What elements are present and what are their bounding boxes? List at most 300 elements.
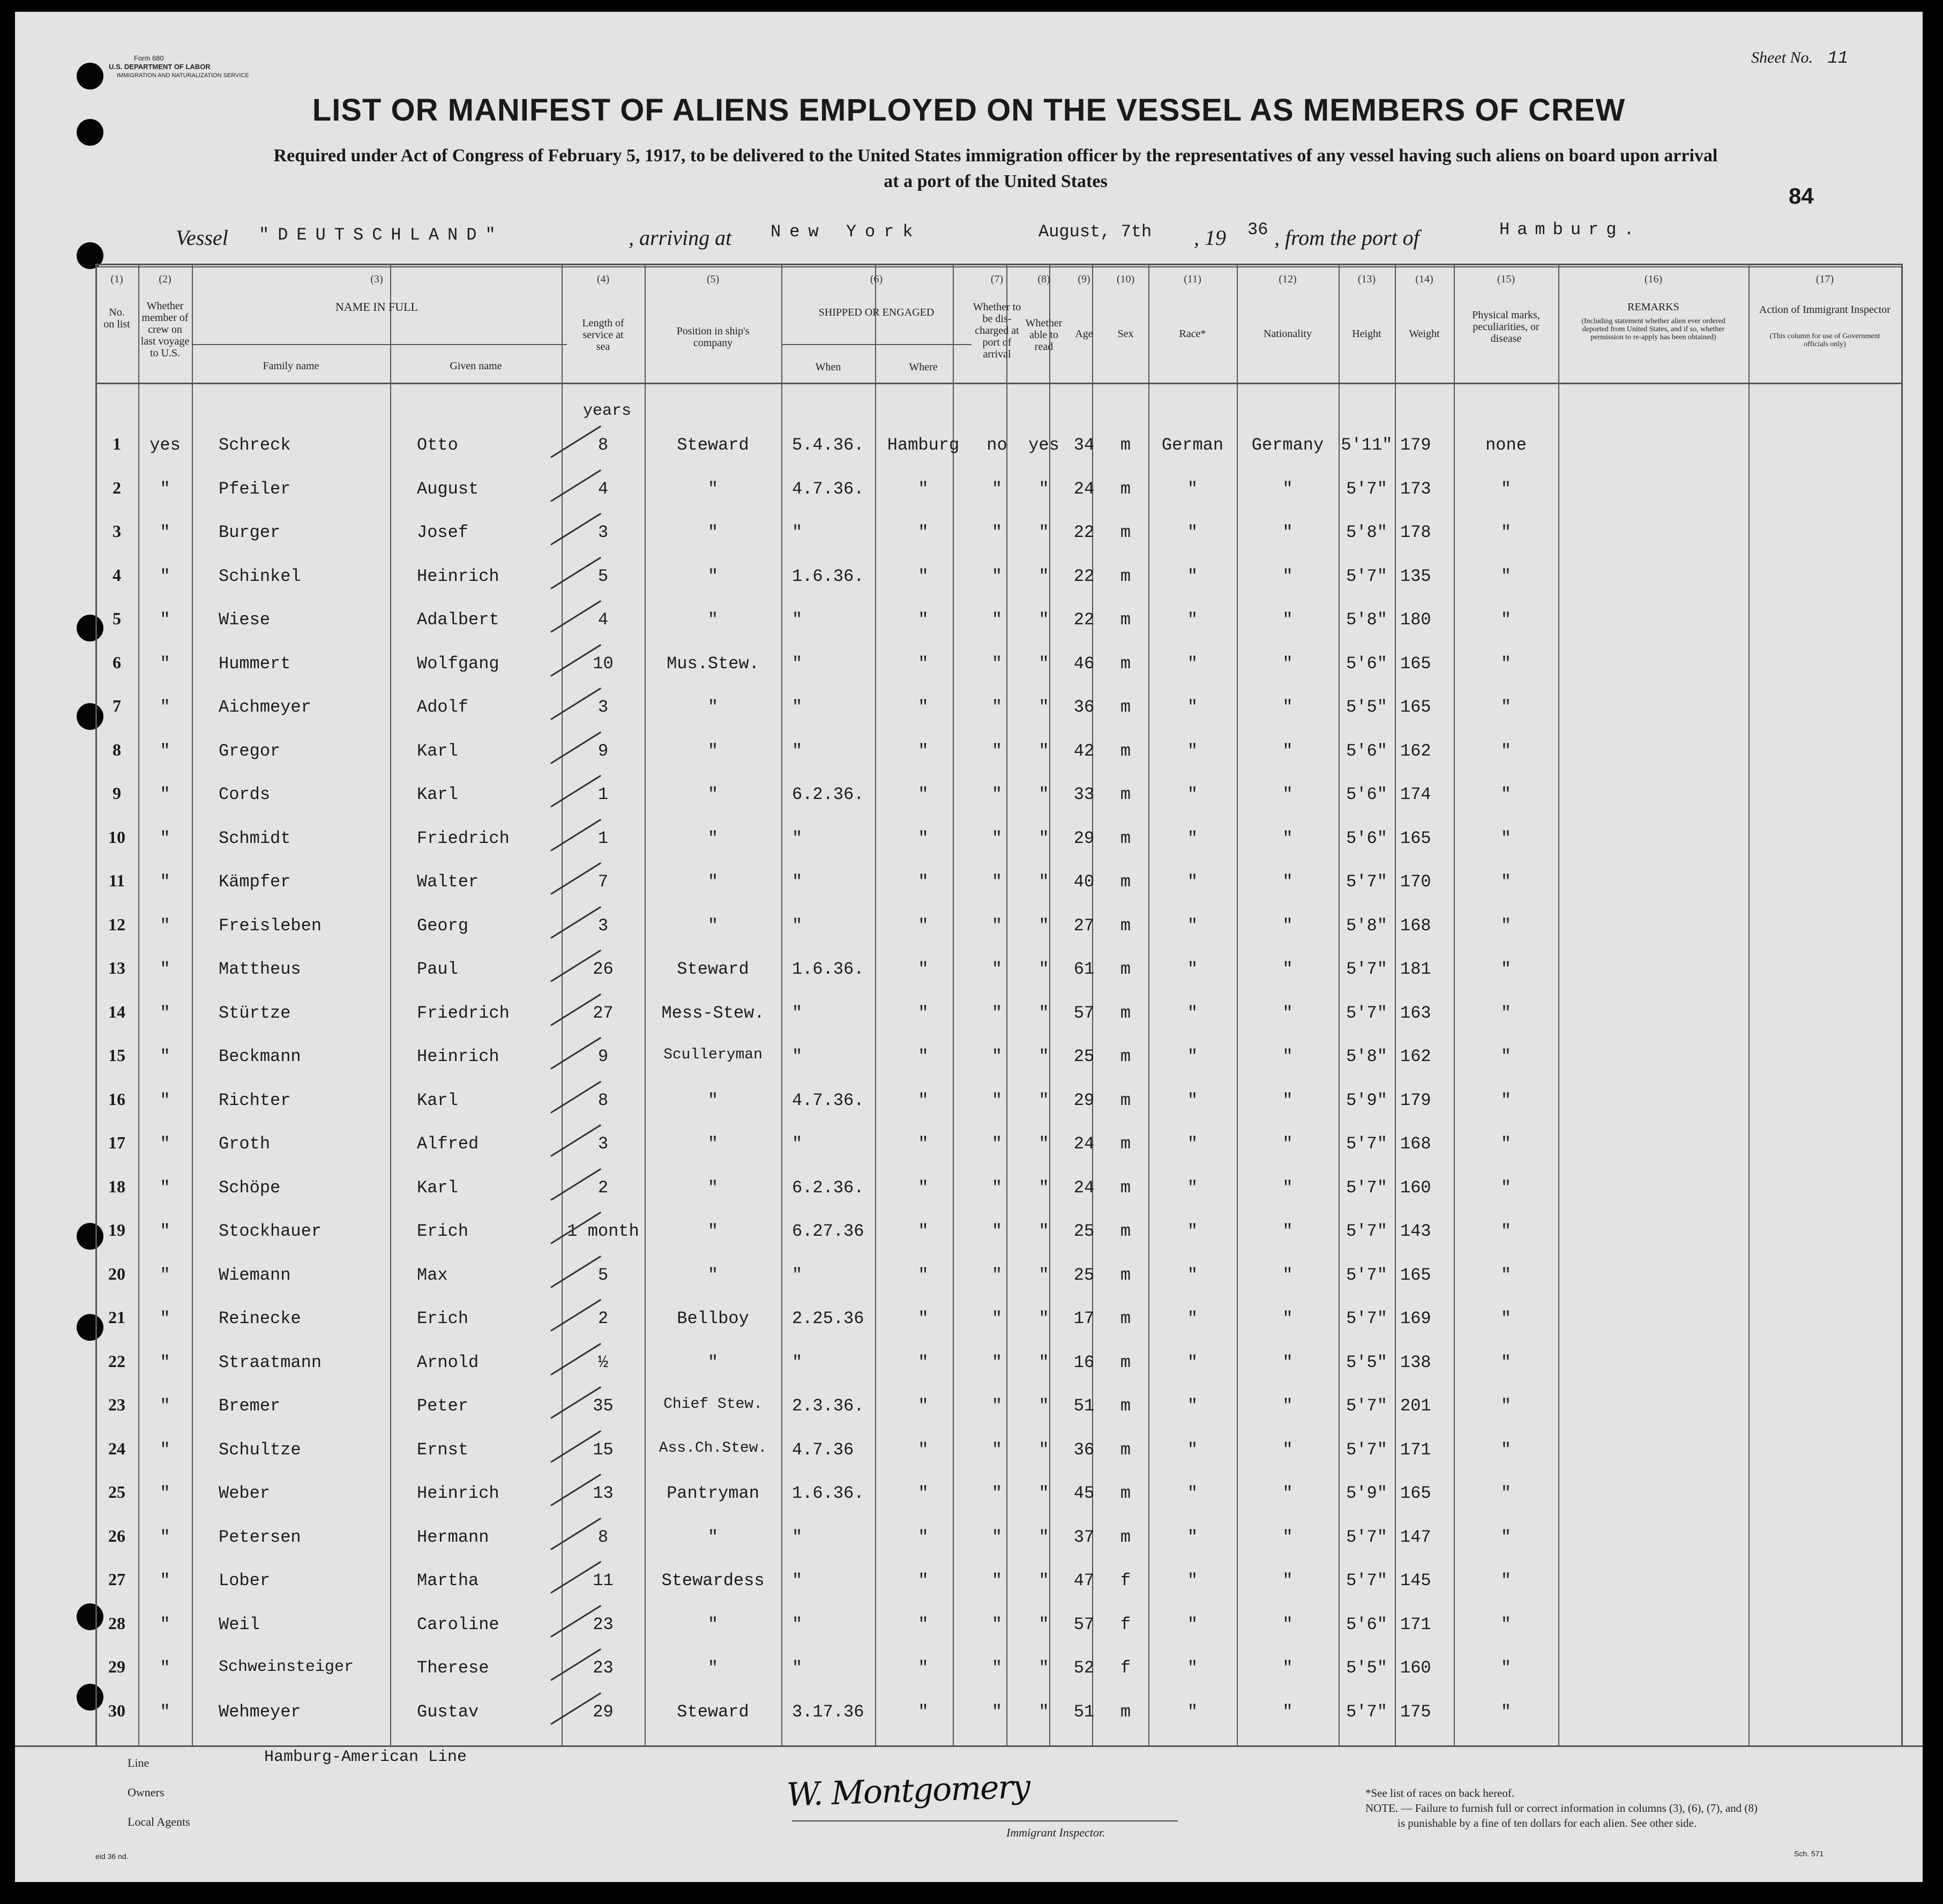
cell-when: " (792, 872, 803, 892)
cell-height: 5'9" (1346, 1483, 1387, 1503)
cell-height: 5'5" (1346, 1658, 1387, 1678)
cell-when: " (792, 1527, 803, 1547)
cell-sex: m (1120, 653, 1131, 674)
cell-read: " (1038, 1134, 1049, 1154)
cell-age: 37 (1073, 1527, 1095, 1547)
cell-family: Pfeiler (219, 479, 291, 499)
cell-weight: 143 (1400, 1221, 1431, 1241)
cell-family: Burger (219, 522, 281, 542)
cell-nat: " (1282, 1047, 1293, 1066)
cell-prev: " (160, 1265, 170, 1285)
cell-when: 6.27.36 (792, 1221, 864, 1241)
cell-service: 9 (597, 1047, 609, 1066)
cell-prev: " (160, 915, 170, 936)
crew-table (15, 264, 1923, 1753)
cell-service: 5 (597, 566, 609, 586)
cell-age: 16 (1073, 1352, 1095, 1372)
cell-when: " (792, 1614, 803, 1634)
cell-nat: " (1282, 522, 1293, 542)
cell-read: " (1038, 1309, 1049, 1328)
cell-race: " (1187, 741, 1198, 761)
cell-weight: 174 (1400, 785, 1431, 804)
cell-sex: m (1120, 522, 1131, 542)
cell-family: Lober (219, 1571, 271, 1591)
sheet-value: 11 (1827, 48, 1848, 68)
cell-service: ½ (597, 1352, 609, 1372)
cell-family: Freisleben (219, 915, 322, 936)
cell-prev: " (160, 785, 170, 804)
cell-disch: no (987, 435, 1007, 455)
col-header-remarks-note: (Including statement whether alien ever ordered deported from United States, and if so, whether permission to re-apply has been obtained) (1581, 317, 1725, 341)
column-number: (14) (1415, 273, 1433, 285)
cell-service: 8 (597, 435, 609, 455)
cell-race: " (1187, 1483, 1198, 1503)
cell-race: " (1187, 785, 1198, 804)
cell-where: " (918, 1483, 929, 1503)
cell-disch: " (991, 1309, 1003, 1328)
owners-label: Owners (128, 1786, 165, 1799)
cell-prev: " (160, 1571, 170, 1591)
cell-race: " (1187, 697, 1198, 717)
col-header-position: Position in ship's company (676, 325, 750, 349)
cell-when: 1.6.36. (792, 1483, 864, 1503)
cell-weight: 171 (1400, 1439, 1431, 1460)
row-number: 14 (108, 1002, 125, 1021)
cell-given: Josef (417, 522, 469, 542)
cell-age: 25 (1073, 1047, 1095, 1066)
cell-nat: " (1282, 1527, 1293, 1547)
voyage-line (176, 220, 1890, 257)
cell-where: " (918, 1003, 929, 1023)
cell-read: " (1038, 741, 1049, 761)
cell-position: Stewardess (661, 1571, 765, 1591)
cell-given: Heinrich (417, 1483, 499, 1503)
cell-when: 4.7.36 (792, 1439, 854, 1460)
table-top-rule (95, 264, 1901, 265)
cell-service: 23 (593, 1614, 614, 1634)
column-number: (8) (1037, 273, 1050, 285)
cell-service: 4 (597, 479, 609, 499)
cell-race: " (1187, 522, 1198, 542)
column-number: (4) (596, 273, 610, 285)
cell-given: Therese (417, 1658, 489, 1678)
subtitle-line-2: at a port of the United States (884, 171, 1108, 191)
row-number: 18 (108, 1176, 125, 1196)
cell-weight: 171 (1400, 1614, 1431, 1634)
cell-phys: " (1500, 828, 1512, 848)
cell-weight: 175 (1400, 1701, 1431, 1722)
cell-read: " (1038, 1614, 1049, 1634)
cell-age: 51 (1073, 1701, 1095, 1722)
cell-read: " (1038, 872, 1049, 892)
cell-when: " (792, 653, 803, 674)
cell-given: Ernst (417, 1439, 469, 1460)
line-label: Line (128, 1756, 150, 1769)
cell-race: " (1187, 1439, 1198, 1460)
cell-position: " (707, 741, 719, 761)
cell-given: Karl (417, 1177, 458, 1198)
cell-prev: " (160, 1047, 170, 1066)
cell-family: Stockhauer (219, 1221, 322, 1241)
row-number: 11 (108, 871, 125, 890)
cell-age: 24 (1073, 479, 1095, 499)
cell-age: 25 (1073, 1265, 1095, 1285)
cell-position: Pantryman (667, 1483, 759, 1503)
col-header-read: Whether able to read (1025, 317, 1063, 353)
vessel-name: "DEUTSCHLAND" (259, 225, 504, 245)
cell-phys: " (1500, 1701, 1512, 1722)
column-rule (1901, 264, 1903, 1745)
cell-phys: " (1500, 959, 1512, 979)
cell-position: " (707, 1221, 719, 1241)
cell-race: " (1187, 1527, 1198, 1547)
cell-phys: " (1500, 1003, 1512, 1023)
cell-read: " (1038, 610, 1049, 630)
cell-phys: " (1500, 1658, 1512, 1678)
cell-nat: Germany (1251, 435, 1324, 455)
cell-when: " (792, 1265, 803, 1285)
cell-race: " (1187, 653, 1198, 674)
table-top-rule (95, 266, 1901, 267)
col-header-weight: Weight (1409, 328, 1440, 340)
cell-sex: m (1120, 1309, 1131, 1328)
cell-height: 5'7" (1346, 1396, 1387, 1416)
cell-read: " (1038, 915, 1049, 936)
cell-service: 4 (597, 610, 609, 630)
cell-phys: " (1500, 1090, 1512, 1110)
cell-family: Schmidt (219, 828, 291, 848)
cell-weight: 165 (1400, 653, 1431, 674)
col-header-name: NAME IN FULL (335, 300, 418, 313)
cell-family: Wehmeyer (219, 1701, 301, 1722)
cell-family: Schweinsteiger (219, 1658, 354, 1676)
cell-weight: 165 (1400, 697, 1431, 717)
cell-disch: " (991, 1090, 1003, 1110)
column-rule (1748, 264, 1750, 1745)
row-number: 6 (113, 652, 121, 672)
cell-where: " (918, 653, 929, 674)
cell-phys: " (1500, 1221, 1512, 1241)
cell-given: Otto (417, 435, 458, 455)
column-number: (3) (370, 273, 383, 285)
cell-read: " (1038, 697, 1049, 717)
cell-prev: " (160, 1352, 170, 1372)
row-number: 13 (108, 958, 125, 977)
cell-sex: m (1120, 697, 1131, 717)
cell-where: " (918, 610, 929, 630)
cell-nat: " (1282, 1483, 1293, 1503)
col-header-where: Where (909, 361, 938, 373)
cell-sex: m (1120, 479, 1131, 499)
cell-read: " (1038, 1439, 1049, 1460)
cell-service: 10 (593, 653, 614, 674)
cell-read: " (1038, 1221, 1049, 1241)
cell-position: " (707, 872, 719, 892)
cell-race: " (1187, 1309, 1198, 1328)
cell-nat: " (1282, 1265, 1293, 1285)
cell-sex: f (1120, 1571, 1131, 1591)
cell-prev: " (160, 522, 170, 542)
cell-phys: " (1500, 1309, 1512, 1328)
cell-prev: " (160, 1309, 170, 1328)
cell-prev: " (160, 1003, 170, 1023)
cell-prev: " (160, 697, 170, 717)
row-number: 29 (108, 1657, 125, 1676)
cell-family: Wiemann (219, 1265, 291, 1285)
col-header-height: Height (1352, 328, 1381, 340)
cell-when: 1.6.36. (792, 566, 864, 586)
inspector-signature: W. Montgomery (786, 1768, 1030, 1814)
row-number: 24 (108, 1438, 125, 1458)
cell-age: 45 (1073, 1483, 1095, 1503)
cell-given: Alfred (417, 1134, 479, 1154)
cell-service: 3 (597, 915, 609, 936)
cell-position: " (707, 1177, 719, 1198)
cell-race: " (1187, 828, 1198, 848)
cell-position: " (707, 697, 719, 717)
cell-sex: m (1120, 1396, 1131, 1416)
cell-service: 26 (593, 959, 614, 979)
cell-read: " (1038, 1177, 1049, 1198)
cell-phys: " (1500, 741, 1512, 761)
col-header-race: Race* (1179, 328, 1206, 340)
col-header-nationality: Nationality (1264, 328, 1312, 340)
cell-where: " (918, 828, 929, 848)
cell-when: " (792, 1571, 803, 1591)
signature-line (792, 1820, 1178, 1821)
cell-race: " (1187, 1396, 1198, 1416)
cell-family: Weil (219, 1614, 260, 1634)
cell-phys: " (1500, 1439, 1512, 1460)
cell-read: " (1038, 1090, 1049, 1110)
cell-prev: " (160, 566, 170, 586)
cell-disch: " (991, 1658, 1003, 1678)
cell-weight: 169 (1400, 1309, 1431, 1328)
cell-family: Schöpe (219, 1177, 281, 1198)
cell-service: 35 (593, 1396, 614, 1416)
column-number: (7) (990, 273, 1004, 285)
cell-weight: 179 (1400, 1090, 1431, 1110)
cell-given: Gustav (417, 1701, 479, 1722)
cell-weight: 147 (1400, 1527, 1431, 1547)
cell-disch: " (991, 1352, 1003, 1372)
cell-race: " (1187, 1090, 1198, 1110)
cell-weight: 173 (1400, 479, 1431, 499)
cell-height: 5'7" (1346, 1527, 1387, 1547)
cell-position: " (707, 479, 719, 499)
cell-race: " (1187, 1134, 1198, 1154)
cell-given: Karl (417, 1090, 458, 1110)
cell-age: 22 (1073, 522, 1095, 542)
cell-phys: " (1500, 1396, 1512, 1416)
cell-nat: " (1282, 1352, 1293, 1372)
cell-age: 17 (1073, 1309, 1095, 1328)
cell-disch: " (991, 785, 1003, 804)
cell-given: Wolfgang (417, 653, 499, 674)
cell-nat: " (1282, 1177, 1293, 1198)
cell-when: " (792, 915, 803, 936)
cell-phys: " (1500, 1483, 1512, 1503)
cell-where: " (918, 872, 929, 892)
cell-sex: m (1120, 915, 1131, 936)
cell-family: Cords (219, 785, 271, 804)
cell-when: " (792, 1658, 803, 1678)
cell-service: 13 (593, 1483, 614, 1503)
cell-age: 25 (1073, 1221, 1095, 1241)
cell-weight: 165 (1400, 828, 1431, 848)
cell-where: " (918, 1221, 929, 1241)
cell-height: 5'7" (1346, 1439, 1387, 1460)
cell-height: 5'6" (1346, 741, 1387, 761)
cell-where: " (918, 1265, 929, 1285)
cell-when: " (792, 522, 803, 542)
cell-prev: " (160, 1221, 170, 1241)
cell-given: Walter (417, 872, 479, 892)
cell-family: Weber (219, 1483, 271, 1503)
cell-where: " (918, 1614, 929, 1634)
cell-sex: m (1120, 1003, 1131, 1023)
cell-family: Reinecke (219, 1309, 301, 1328)
cell-weight: 135 (1400, 566, 1431, 586)
arriving-label: , arriving at (629, 226, 732, 250)
year-label: , 19 (1194, 226, 1226, 250)
cell-family: Schreck (219, 435, 291, 455)
cell-height: 5'6" (1346, 1614, 1387, 1634)
cell-phys: " (1500, 1527, 1512, 1547)
cell-position: " (707, 1090, 719, 1110)
row-number: 5 (113, 609, 121, 628)
cell-disch: " (991, 1134, 1003, 1154)
cell-disch: " (991, 872, 1003, 892)
cell-age: 36 (1073, 1439, 1095, 1460)
column-rule (192, 264, 193, 1745)
subtitle (111, 143, 1880, 195)
cell-phys: " (1500, 1614, 1512, 1634)
cell-height: 5'7" (1346, 1701, 1387, 1722)
cell-disch: " (991, 1003, 1003, 1023)
cell-family: Stürtze (219, 1003, 291, 1023)
cell-given: Peter (417, 1396, 469, 1416)
page-mark: 84 (1789, 183, 1814, 208)
cell-position: " (707, 1134, 719, 1154)
cell-sex: m (1120, 741, 1131, 761)
cell-nat: " (1282, 828, 1293, 848)
cell-where: " (918, 1396, 929, 1416)
name-subheader-rule (192, 344, 567, 345)
cell-nat: " (1282, 872, 1293, 892)
cell-read: " (1038, 1352, 1049, 1372)
cell-race: " (1187, 915, 1198, 936)
cell-age: 52 (1073, 1658, 1095, 1678)
cell-sex: m (1120, 1352, 1131, 1372)
row-number: 22 (108, 1351, 125, 1371)
cell-prev: " (160, 872, 170, 892)
cell-phys: " (1500, 479, 1512, 499)
row-number: 12 (108, 914, 125, 934)
row-number: 9 (113, 783, 121, 803)
column-rule (1558, 264, 1559, 1745)
schedule-code: Sch. 571 (1794, 1849, 1824, 1858)
row-number: 4 (113, 565, 121, 585)
row-number: 26 (108, 1526, 125, 1545)
cell-position: " (707, 610, 719, 630)
cell-age: 47 (1073, 1571, 1095, 1591)
cell-service: 29 (593, 1701, 614, 1722)
manifest-sheet (15, 12, 1923, 1882)
cell-family: Gregor (219, 741, 281, 761)
cell-weight: 179 (1400, 435, 1431, 455)
cell-given: Friedrich (417, 828, 510, 848)
cell-given: Adalbert (417, 610, 499, 630)
cell-given: Hermann (417, 1527, 489, 1547)
col-header-shipped: SHIPPED OR ENGAGED (818, 307, 935, 318)
cell-when: " (792, 1352, 803, 1372)
cell-age: 27 (1073, 915, 1095, 936)
cell-given: Arnold (417, 1352, 479, 1372)
cell-nat: " (1282, 1090, 1293, 1110)
cell-prev: " (160, 1090, 170, 1110)
cell-read: " (1038, 1527, 1049, 1547)
cell-prev: " (160, 1658, 170, 1678)
cell-service: 3 (597, 1134, 609, 1154)
cell-where: Hamburg (887, 435, 960, 455)
cell-weight: 178 (1400, 522, 1431, 542)
cell-family: Wiese (219, 610, 271, 630)
print-code: eid 36 nd. (95, 1852, 129, 1861)
cell-weight: 163 (1400, 1003, 1431, 1023)
cell-phys: " (1500, 522, 1512, 542)
column-number: (13) (1357, 273, 1376, 285)
cell-nat: " (1282, 1701, 1293, 1722)
cell-nat: " (1282, 479, 1293, 499)
cell-weight: 138 (1400, 1352, 1431, 1372)
cell-race: " (1187, 1352, 1198, 1372)
cell-nat: " (1282, 1658, 1293, 1678)
cell-age: 46 (1073, 653, 1095, 674)
cell-race: " (1187, 479, 1198, 499)
cell-service: 2 (597, 1309, 609, 1328)
cell-age: 61 (1073, 959, 1095, 979)
cell-sex: m (1120, 872, 1131, 892)
cell-weight: 160 (1400, 1658, 1431, 1678)
cell-age: 29 (1073, 828, 1095, 848)
service-label: IMMIGRATION AND NATURALIZATION SERVICE (117, 72, 249, 79)
cell-prev: " (160, 1396, 170, 1416)
cell-race: " (1187, 1177, 1198, 1198)
cell-age: 51 (1073, 1396, 1095, 1416)
cell-when: " (792, 697, 803, 717)
cell-read: " (1038, 479, 1049, 499)
cell-phys: " (1500, 915, 1512, 936)
column-number: (11) (1184, 273, 1201, 285)
column-rule (781, 264, 782, 1745)
years-note: years (583, 402, 632, 420)
cell-where: " (918, 1571, 929, 1591)
cell-disch: " (991, 1265, 1003, 1285)
cell-prev: " (160, 1614, 170, 1634)
sheet-number (1751, 48, 1848, 68)
cell-sex: m (1120, 1221, 1131, 1241)
row-number: 20 (108, 1264, 125, 1283)
cell-height: 5'7" (1346, 1003, 1387, 1023)
col-header-remarks: REMARKS (1627, 301, 1679, 313)
col-header-physical: Physical marks, peculiarities, or disease (1472, 309, 1540, 345)
cell-when: " (792, 1003, 803, 1023)
cell-disch: " (991, 653, 1003, 674)
cell-given: Erich (417, 1221, 469, 1241)
cell-service: 7 (597, 872, 609, 892)
cell-height: 5'5" (1346, 697, 1387, 717)
